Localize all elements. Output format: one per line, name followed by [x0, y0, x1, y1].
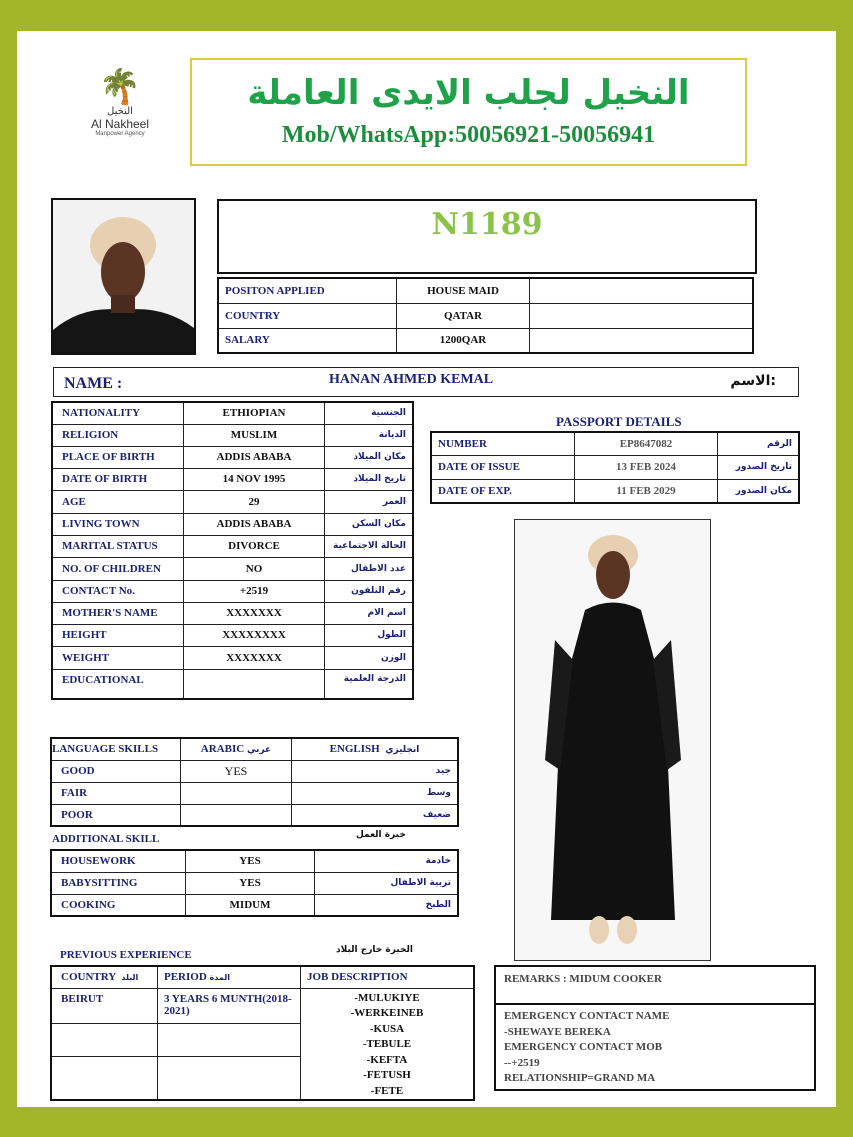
logo-name-ar: النخيل [107, 106, 133, 117]
language-header: LANGUAGE SKILLS [51, 738, 181, 760]
personal-label-ar: اسم الام [325, 602, 414, 624]
skill-name: BABYSITTING [51, 872, 186, 894]
job-item: -MULUKIYE [354, 991, 420, 1004]
emergency-mob: --+2519 [504, 1056, 540, 1069]
experience-title-ar: الخبرة خارج البلاد [336, 945, 413, 955]
lang-arabic-value [181, 782, 292, 804]
portrait-image [53, 200, 194, 353]
experience-table [50, 965, 475, 1101]
personal-value: ETHIOPIAN [184, 402, 325, 424]
ref-code-box [217, 199, 757, 274]
remarks-box [494, 965, 816, 1005]
personal-value: 14 NOV 1995 [184, 468, 325, 490]
personal-label-ar: العمر [325, 490, 414, 513]
remarks-text: REMARKS : MIDUM COOKER [504, 973, 662, 985]
name-bar [53, 367, 799, 397]
personal-value [184, 669, 325, 699]
personal-row [52, 602, 413, 624]
skill-value: YES [186, 872, 315, 894]
position-value: HOUSE MAID [397, 278, 530, 303]
additional-table [50, 849, 459, 917]
english-col-header: ENGLISH انجليزي [292, 738, 459, 760]
personal-value: ADDIS ABABA [184, 446, 325, 468]
header-banner [190, 58, 747, 166]
personal-row [52, 513, 413, 535]
personal-label-ar: الديانة [325, 424, 414, 446]
personal-label-ar: مكان السكن [325, 513, 414, 535]
passport-label: DATE OF EXP. [431, 479, 575, 503]
lang-level-ar: ضعيف [292, 804, 459, 826]
lang-level-ar: وسط [292, 782, 459, 804]
personal-row [52, 669, 413, 699]
passport-value: EP8647082 [575, 432, 718, 455]
personal-row [52, 624, 413, 646]
country-col-header: COUNTRY البلد [51, 966, 158, 988]
contact-line: Mob/WhatsApp:50056921-50056941 [281, 122, 656, 148]
personal-label: RELIGION [52, 424, 184, 446]
period-col-header: PERIOD المدة [158, 966, 301, 988]
personal-label-ar: الطول [325, 624, 414, 646]
logo-sub: Manpower Agency [95, 131, 145, 137]
lang-level: GOOD [51, 760, 181, 782]
passport-value: 11 FEB 2029 [575, 479, 718, 503]
personal-value: MUSLIM [184, 424, 325, 446]
skill-name: COOKING [51, 894, 186, 916]
job-item: -FETUSH [363, 1069, 411, 1081]
personal-label-ar: الجنسية [325, 402, 414, 424]
personal-row [52, 580, 413, 602]
country-value: QATAR [397, 303, 530, 328]
title-ar: النخيل لجلب الايدى العاملة [247, 73, 690, 113]
name-value: HANAN AHMED KEMAL [329, 372, 494, 387]
personal-value: 29 [184, 490, 325, 513]
personal-row [52, 646, 413, 669]
passport-title: PASSPORT DETAILS [556, 414, 682, 429]
personal-row [52, 535, 413, 557]
agency-logo [80, 70, 160, 162]
country-label: COUNTRY [218, 303, 397, 328]
passport-label-ar: مكان الصدور [718, 479, 800, 503]
personal-table [51, 401, 414, 700]
personal-label-ar: تاريخ الميلاد [325, 468, 414, 490]
emergency-title: EMERGENCY CONTACT NAME [504, 1010, 670, 1022]
job-item: -WERKEINEB [350, 1007, 424, 1019]
arabic-col-header: ARABIC عربي [181, 738, 292, 760]
additional-title: ADDITIONAL SKILL [52, 833, 160, 845]
passport-table [430, 431, 800, 504]
experience-period: 3 YEARS 6 MUNTH(2018-2021) [158, 988, 301, 1023]
lang-arabic-value [181, 804, 292, 826]
passport-label-ar: الرقم [718, 432, 800, 455]
skill-name-ar: تربية الاطفال [315, 872, 459, 894]
emergency-box [494, 1003, 816, 1091]
name-label: NAME : [64, 375, 123, 392]
job-item: -KUSA [369, 1022, 405, 1035]
skill-name: HOUSEWORK [51, 850, 186, 872]
salary-label: SALARY [218, 328, 397, 353]
personal-label: WEIGHT [52, 646, 184, 669]
personal-value: XXXXXXXX [184, 624, 325, 646]
personal-label: NO. OF CHILDREN [52, 557, 184, 580]
personal-label: MARITAL STATUS [52, 535, 184, 557]
personal-row [52, 402, 413, 424]
skill-name-ar: خادمة [315, 850, 459, 872]
personal-label: DATE OF BIRTH [52, 468, 184, 490]
experience-title: PREVIOUS EXPERIENCE [60, 949, 192, 961]
personal-label: PLACE OF BIRTH [52, 446, 184, 468]
palm-icon: 🌴 [98, 69, 142, 106]
position-table [217, 277, 754, 354]
emergency-mob-label: EMERGENCY CONTACT MOB [504, 1041, 663, 1053]
personal-value: DIVORCE [184, 535, 325, 557]
passport-value: 13 FEB 2024 [575, 455, 718, 479]
personal-row [52, 557, 413, 580]
language-table [50, 737, 459, 827]
personal-label: HEIGHT [52, 624, 184, 646]
passport-label: NUMBER [431, 432, 575, 455]
passport-label-ar: تاريخ الصدور [718, 455, 800, 479]
personal-row [52, 490, 413, 513]
personal-label-ar: الدرجة العلمية [325, 669, 414, 699]
logo-name-en: Al Nakheel [90, 117, 150, 131]
personal-label: NATIONALITY [52, 402, 184, 424]
personal-value: +2519 [184, 580, 325, 602]
personal-value: NO [184, 557, 325, 580]
job-description-cell [301, 988, 475, 1100]
additional-title-ar: خبرة العمل [356, 830, 406, 840]
ref-code: N1189 [431, 207, 543, 242]
salary-value: 1200QAR [397, 328, 530, 353]
name-label-ar: الاسم: [730, 373, 776, 389]
skill-value: YES [186, 850, 315, 872]
personal-label-ar: رقم التلفون [325, 580, 414, 602]
relationship: RELATIONSHIP=GRAND MA [504, 1072, 656, 1084]
personal-row [52, 424, 413, 446]
lang-level: POOR [51, 804, 181, 826]
full-body-photo [514, 519, 711, 961]
job-item: -TEBULE [362, 1038, 412, 1050]
passport-label: DATE OF ISSUE [431, 455, 575, 479]
personal-row [52, 446, 413, 468]
personal-value: ADDIS ABABA [184, 513, 325, 535]
personal-value: XXXXXXX [184, 602, 325, 624]
lang-level-ar: جيد [292, 760, 459, 782]
personal-label-ar: الوزن [325, 646, 414, 669]
skill-value: MIDUM [186, 894, 315, 916]
personal-label: CONTACT No. [52, 580, 184, 602]
job-col-header: JOB DESCRIPTION [301, 966, 475, 988]
emergency-name: -SHEWAYE BEREKA [504, 1025, 611, 1038]
job-item: -FETE [370, 1084, 404, 1097]
personal-label: AGE [52, 490, 184, 513]
personal-label-ar: مكان الميلاد [325, 446, 414, 468]
personal-value: XXXXXXX [184, 646, 325, 669]
personal-row [52, 468, 413, 490]
personal-label: MOTHER'S NAME [52, 602, 184, 624]
job-description-list [307, 991, 467, 1100]
portrait-photo [51, 198, 196, 355]
personal-label-ar: عدد الاطفال [325, 557, 414, 580]
lang-level: FAIR [51, 782, 181, 804]
full-body-image [515, 520, 710, 960]
personal-label-ar: الحالة الاجتماعية [325, 535, 414, 557]
skill-name-ar: الطبخ [315, 894, 459, 916]
lang-arabic-value: YES [181, 760, 292, 782]
position-label: POSITON APPLIED [218, 278, 397, 303]
experience-country: BEIRUT [51, 988, 158, 1023]
job-item: -KEFTA [366, 1053, 408, 1066]
personal-label: EDUCATIONAL [52, 669, 184, 699]
personal-label: LIVING TOWN [52, 513, 184, 535]
